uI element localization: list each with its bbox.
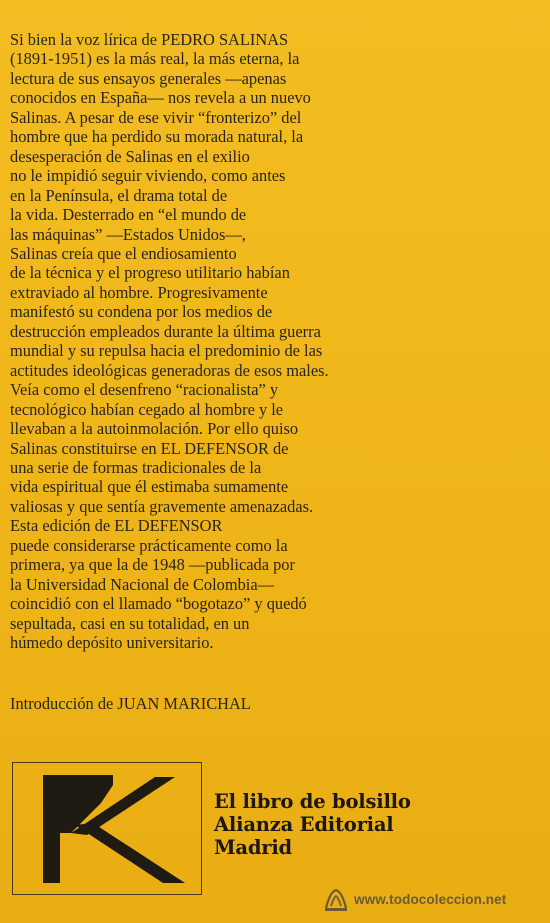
blurb-line: llevaban a la autoinmolación. Por ello quiso (10, 419, 299, 439)
alianza-monogram-icon (13, 763, 203, 896)
blurb-line: extraviado al hombre. Progresivamente (10, 282, 268, 302)
blurb-line: (1891-1951) es la más real, la más eterna, la (10, 49, 300, 69)
imprint-publisher: Alianza Editorial (214, 813, 394, 836)
blurb-line: húmedo depósito universitario. (10, 633, 214, 653)
site-watermark (322, 886, 542, 916)
blurb-line: conocidos en España— nos revela a un nuevo (10, 88, 311, 108)
blurb-line: desesperación de Salinas en el exilio (10, 146, 250, 166)
blurb-line: Salinas creía que el endiosamiento (10, 243, 237, 263)
blurb-line: Esta edición de EL DEFENSOR (10, 516, 223, 536)
blurb-line: vida espiritual que él estimaba sumamente (10, 477, 289, 497)
todocoleccion-logo-icon (322, 886, 350, 916)
blurb-line: valiosas y que sentía gravemente amenazadas. (10, 496, 314, 516)
blurb-line: primera, ya que la de 1948 —publicada por (10, 555, 295, 575)
publisher-logo-box (12, 762, 202, 895)
publisher-imprint (214, 790, 411, 859)
introduction-credit: Introducción de JUAN MARICHAL (10, 694, 251, 713)
blurb-line: actitudes ideológicas generadoras de esos males. (10, 360, 329, 380)
blurb-line: Veía como el desenfreno “racionalista” y (10, 380, 279, 400)
blurb-line: la vida. Desterrado en “el mundo de (10, 205, 247, 225)
watermark-text: www.todocoleccion.net (354, 892, 507, 907)
blurb-line: hombre que ha perdido su morada natural, la (10, 127, 304, 147)
blurb-line: una serie de formas tradicionales de la (10, 457, 262, 477)
blurb-line: lectura de sus ensayos generales —apenas (10, 68, 287, 88)
blurb-line: Salinas constituirse en EL DEFENSOR de (10, 438, 289, 458)
blurb-line: mundial y su repulsa hacia el predominio de las (10, 341, 323, 361)
blurb-line: sepultada, casi en su totalidad, en un (10, 613, 250, 633)
blurb-line: de la técnica y el progreso utilitario habían (10, 263, 290, 283)
blurb-line: puede considerarse prácticamente como la (10, 535, 288, 555)
blurb-line: no le impidió seguir viviendo, como antes (10, 166, 286, 186)
blurb-line: la Universidad Nacional de Colombia— (10, 574, 275, 594)
blurb-line: Si bien la voz lírica de PEDRO SALINAS (10, 30, 289, 49)
imprint-series: El libro de bolsillo (214, 790, 411, 813)
blurb-line: en la Península, el drama total de (10, 185, 228, 205)
blurb-line: manifestó su condena por los medios de (10, 302, 273, 322)
blurb-line: Salinas. A pesar de ese vivir “fronterizo” del (10, 107, 302, 127)
blurb-line: coincidió con el llamado “bogotazo” y quedó (10, 594, 307, 614)
blurb-line: destrucción empleados durante la última guerra (10, 321, 321, 341)
blurb-line: tecnológico habían cegado al hombre y le (10, 399, 284, 419)
blurb-text (10, 30, 405, 653)
imprint-city: Madrid (214, 836, 292, 859)
blurb-line: las máquinas” —Estados Unidos—, (10, 224, 246, 244)
